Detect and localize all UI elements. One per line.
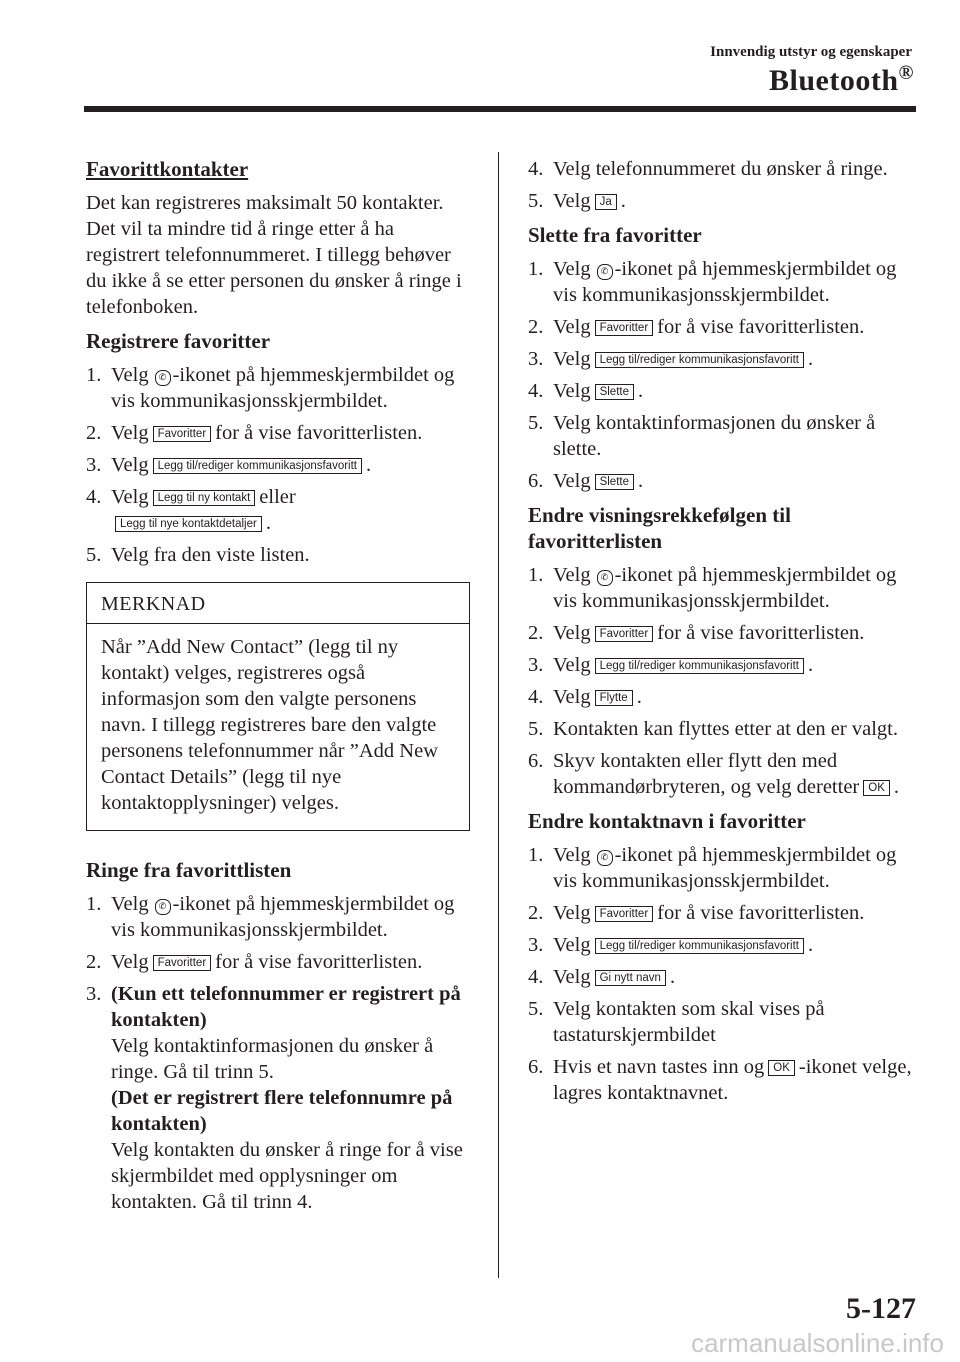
add-edit-favorite-button[interactable]: Legg til/rediger kommunikasjonsfavoritt — [595, 658, 804, 674]
phone-icon: ✆ — [597, 264, 613, 280]
add-edit-favorite-button[interactable]: Legg til/rediger kommunikasjonsfavoritt — [595, 938, 804, 954]
page-number: 5-127 — [846, 1292, 916, 1325]
list-item — [86, 981, 470, 1215]
header-title-text: Bluetooth — [769, 64, 899, 97]
step-text: Velg — [111, 951, 149, 973]
list-item — [86, 362, 470, 414]
call-steps — [86, 891, 470, 1215]
step-text: . — [636, 686, 642, 708]
step-text: Velg — [111, 486, 149, 508]
step-text: Velg — [553, 190, 591, 212]
step-text: Velg — [553, 348, 591, 370]
step-text: . — [620, 190, 626, 212]
step-text: . — [893, 776, 899, 798]
step-text: Velg — [553, 844, 591, 866]
list-item — [528, 932, 918, 958]
step-text: for å vise favoritterlisten. — [657, 316, 865, 338]
condition-multiple-numbers: (Det er registrert flere telefonnumre på kontakten) — [111, 1087, 453, 1135]
left-column — [86, 156, 470, 1223]
step-number: 2. — [528, 316, 544, 338]
step-number: 4. — [528, 380, 544, 402]
step-number: 1. — [86, 364, 102, 386]
list-item — [528, 346, 918, 372]
favorites-button[interactable]: Favoritter — [595, 906, 654, 922]
step-number: 1. — [528, 844, 544, 866]
register-favorites-heading: Registrere favoritter — [86, 329, 271, 353]
list-item — [528, 964, 918, 990]
step-number: 1. — [86, 893, 102, 915]
list-item — [528, 748, 918, 800]
step-text: Hvis et navn tastes inn og — [553, 1056, 765, 1078]
step-number: 1. — [528, 564, 544, 586]
favorites-heading: Favorittkontakter — [86, 157, 249, 181]
list-item — [528, 410, 918, 462]
step-text: Velg kontakten du ønsker å ringe for å vise skjermbildet med opplysninger om kontakten. Gå til trinn 4. — [111, 1139, 463, 1213]
step-number: 4. — [528, 966, 544, 988]
step-number: 4. — [528, 686, 544, 708]
step-text: Velg — [553, 966, 591, 988]
note-body: Når ”Add New Contact” (legg til ny kontakt) velges, registreres også informasjon som den valgte personens navn. I tillegg registreres bare den valgte personens telefonnummer når ”Add New Contact Details” (legg til nye kontaktopplysninger) velges. — [101, 636, 438, 814]
list-item — [528, 468, 918, 494]
step-text: Velg — [553, 564, 591, 586]
step-text: Velg — [553, 622, 591, 644]
ok-button[interactable]: OK — [863, 780, 890, 796]
step-text: Velg — [553, 686, 591, 708]
step-text: Velg kontaktinformasjonen du ønsker å ringe. Gå til trinn 5. — [111, 1035, 434, 1083]
step-number: 5. — [528, 998, 544, 1020]
header-title — [769, 62, 914, 98]
delete-button[interactable]: Slette — [595, 474, 634, 490]
step-number: 1. — [528, 258, 544, 280]
list-item — [86, 891, 470, 943]
yes-button[interactable]: Ja — [595, 194, 617, 210]
step-text: Velg — [111, 364, 149, 386]
list-item — [86, 420, 470, 446]
phone-icon: ✆ — [155, 899, 171, 915]
phone-icon: ✆ — [597, 850, 613, 866]
favorites-intro: Det kan registreres maksimalt 50 kontakter. Det vil ta mindre tid å ringe etter å ha registrert telefonnummeret. I tillegg behøver du ikke å se etter personen du ønsker å ringe i telefonboken. — [86, 192, 462, 318]
step-text: . — [638, 380, 644, 402]
phone-icon: ✆ — [155, 370, 171, 386]
step-text: Velg — [111, 893, 149, 915]
step-number: 2. — [528, 622, 544, 644]
step-number: 5. — [528, 190, 544, 212]
step-text: Velg kontaktinformasjonen du ønsker å slette. — [553, 412, 876, 460]
list-item — [86, 452, 470, 478]
right-column — [528, 156, 918, 1114]
step-number: 6. — [528, 1056, 544, 1078]
step-text: Velg — [553, 902, 591, 924]
step-text: Velg — [553, 470, 591, 492]
column-divider — [498, 152, 499, 1278]
list-item — [528, 842, 918, 894]
list-item — [528, 378, 918, 404]
step-text: Skyv kontakten eller flytt den med kommandørbryteren, og velg deretter — [553, 750, 860, 798]
step-text: Velg — [111, 422, 149, 444]
add-edit-favorite-button[interactable]: Legg til/rediger kommunikasjonsfavoritt — [595, 352, 804, 368]
step-text: Velg kontakten som skal vises på tastaturskjermbildet — [553, 998, 825, 1046]
registered-mark: ® — [898, 62, 914, 84]
list-item — [528, 900, 918, 926]
list-item — [528, 188, 918, 214]
list-item — [528, 314, 918, 340]
step-number: 4. — [528, 158, 544, 180]
step-number: 3. — [528, 654, 544, 676]
step-text: . — [669, 966, 676, 988]
favorites-button[interactable]: Favoritter — [595, 320, 654, 336]
header-subtitle: Innvendig utstyr og egenskaper — [710, 44, 912, 60]
rename-button[interactable]: Gi nytt navn — [595, 970, 666, 986]
condition-single-number: (Kun ett telefonnummer er registrert på kontakten) — [111, 983, 461, 1031]
step-number: 2. — [86, 951, 102, 973]
step-number: 6. — [528, 470, 544, 492]
step-text: . — [366, 454, 372, 476]
step-text: -ikonet på hjemmeskjermbildet og vis kommunikasjonsskjermbildet. — [553, 564, 897, 612]
step-text: for å vise favoritterlisten. — [657, 902, 865, 924]
step-text: -ikonet på hjemmeskjermbildet og vis kommunikasjonsskjermbildet. — [553, 844, 897, 892]
step-number: 5. — [528, 412, 544, 434]
rename-contact-heading: Endre kontaktnavn i favoritter — [528, 809, 806, 833]
list-item — [528, 684, 918, 710]
move-button[interactable]: Flytte — [595, 690, 633, 706]
list-item — [528, 716, 918, 742]
step-text: Velg — [553, 258, 591, 280]
header-rule — [84, 106, 916, 112]
list-item — [86, 542, 470, 568]
step-number: 2. — [528, 902, 544, 924]
list-item — [86, 949, 470, 975]
step-text: -ikonet på hjemmeskjermbildet og vis kommunikasjonsskjermbildet. — [111, 364, 455, 412]
add-new-contact-button[interactable]: Legg til ny kontakt — [153, 490, 256, 506]
order-steps — [528, 562, 918, 800]
favorites-button[interactable]: Favoritter — [153, 426, 212, 442]
add-edit-favorite-button[interactable]: Legg til/rediger kommunikasjonsfavoritt — [153, 458, 362, 474]
step-text: . — [808, 348, 814, 370]
add-new-contact-details-button[interactable]: Legg til nye kontaktdetaljer — [115, 516, 262, 532]
step-text: -ikonet på hjemmeskjermbildet og vis kommunikasjonsskjermbildet. — [111, 893, 455, 941]
step-text: -ikonet velge, lagres kontaktnavnet. — [553, 1056, 912, 1104]
list-item — [528, 1054, 918, 1106]
list-item — [528, 156, 918, 182]
step-text: . — [808, 934, 814, 956]
step-text: for å vise favoritterlisten. — [215, 951, 423, 973]
delete-favorites-heading: Slette fra favoritter — [528, 223, 702, 247]
step-number: 6. — [528, 750, 544, 772]
rename-steps — [528, 842, 918, 1106]
list-item — [528, 652, 918, 678]
call-steps-continued — [528, 156, 918, 214]
note-title: MERKNAD — [87, 583, 469, 624]
list-item — [528, 256, 918, 308]
step-text: for å vise favoritterlisten. — [215, 422, 423, 444]
phone-icon: ✆ — [597, 570, 613, 586]
step-text: -ikonet på hjemmeskjermbildet og vis kommunikasjonsskjermbildet. — [553, 258, 897, 306]
step-text: for å vise favoritterlisten. — [657, 622, 865, 644]
step-text: Velg — [553, 654, 591, 676]
list-item — [86, 484, 470, 536]
call-from-favorites-heading: Ringe fra favorittlisten — [86, 858, 292, 882]
step-text: Kontakten kan flyttes etter at den er valgt. — [553, 718, 898, 740]
step-text: Velg — [111, 454, 149, 476]
step-number: 3. — [528, 934, 544, 956]
step-text: Velg — [553, 316, 591, 338]
list-item — [528, 996, 918, 1048]
step-text: . — [808, 654, 814, 676]
step-number: 3. — [86, 983, 102, 1005]
step-text: . — [638, 470, 644, 492]
list-item — [528, 562, 918, 614]
step-number: 3. — [86, 454, 102, 476]
favorites-button[interactable]: Favoritter — [595, 626, 654, 642]
note-box — [86, 582, 470, 831]
step-number: 3. — [528, 348, 544, 370]
delete-steps — [528, 256, 918, 494]
ok-button[interactable]: OK — [768, 1060, 795, 1076]
watermark: carmanualsonline.info — [691, 1328, 944, 1358]
step-text: Velg — [553, 934, 591, 956]
step-text: eller — [259, 486, 296, 508]
step-text: Velg telefonnummeret du ønsker å ringe. — [553, 158, 888, 180]
delete-button[interactable]: Slette — [595, 384, 634, 400]
change-order-heading: Endre visningsrekkefølgen til favoritterlisten — [528, 503, 791, 553]
favorites-button[interactable]: Favoritter — [153, 955, 212, 971]
step-number: 2. — [86, 422, 102, 444]
step-number: 5. — [86, 544, 102, 566]
step-text: . — [265, 512, 271, 534]
step-number: 5. — [528, 718, 544, 740]
list-item — [528, 620, 918, 646]
step-text: Velg fra den viste listen. — [111, 544, 310, 566]
step-number: 4. — [86, 486, 102, 508]
step-text: Velg — [553, 380, 591, 402]
register-steps — [86, 362, 470, 568]
